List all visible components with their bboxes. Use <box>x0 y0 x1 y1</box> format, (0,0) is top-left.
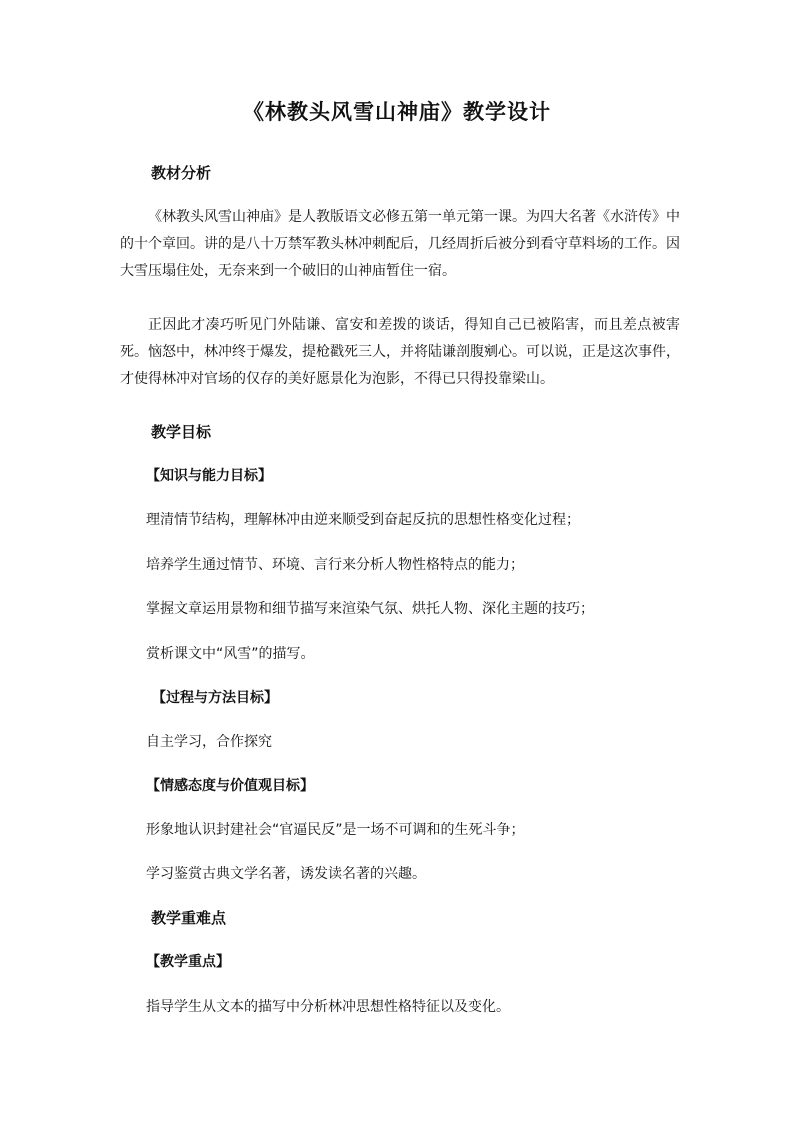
subheading-knowledge: 【知识与能力目标】 <box>146 468 272 484</box>
analysis-paragraph-1: 《林教头风雪山神庙》是人教版语文必修五第一单元第一课。为四大名著《水浒传》中的十个章回。讲的是八十万禁军教头林冲刺配后，几经周折后被分到看守草料场的工作。因大雪压塌住处，无奈来到一个破旧的山神庙暂住一宿。 <box>120 209 680 279</box>
subheading-key: 【教学重点】 <box>146 954 230 970</box>
process-item: 自主学习，合作探究 <box>146 734 272 750</box>
key-item: 指导学生从文本的描写中分析林冲思想性格特征以及变化。 <box>146 999 510 1015</box>
emotion-item: 形象地认识封建社会“官逼民反”是一场不可调和的生死斗争； <box>146 822 525 838</box>
document-title: 《林教头风雪山神庙》教学设计 <box>243 100 551 124</box>
analysis-paragraph-2: 正因此才凑巧听见门外陆谦、富安和差拨的谈话，得知自己已被陷害，而且差点被害死。恼怒中，林冲终于爆发，提枪戳死三人，并将陆谦剖腹剜心。可以说，正是这次事件，才使得林冲对官场的仅存的美好愿景化为泡影，不得已只得投靠梁山。 <box>120 317 680 387</box>
knowledge-item: 赏析课文中“风雪”的描写。 <box>146 646 315 662</box>
section-heading-difficulty: 教学重难点 <box>151 909 227 927</box>
emotion-item: 学习鉴赏古典文学名著，诱发读名著的兴趣。 <box>146 866 426 882</box>
subheading-process: 【过程与方法目标】 <box>152 690 278 706</box>
knowledge-item: 培养学生通过情节、环境、言行来分析人物性格特点的能力； <box>146 557 524 573</box>
subheading-emotion: 【情感态度与价值观目标】 <box>146 778 314 794</box>
knowledge-item: 掌握文章运用景物和细节描写来渲染气氛、烘托人物、深化主题的技巧； <box>146 601 594 617</box>
section-heading-analysis: 教材分析 <box>151 164 212 182</box>
section-heading-goals: 教学目标 <box>151 423 212 441</box>
knowledge-item: 理清情节结构，理解林冲由逆来顺受到奋起反抗的思想性格变化过程； <box>146 512 580 528</box>
